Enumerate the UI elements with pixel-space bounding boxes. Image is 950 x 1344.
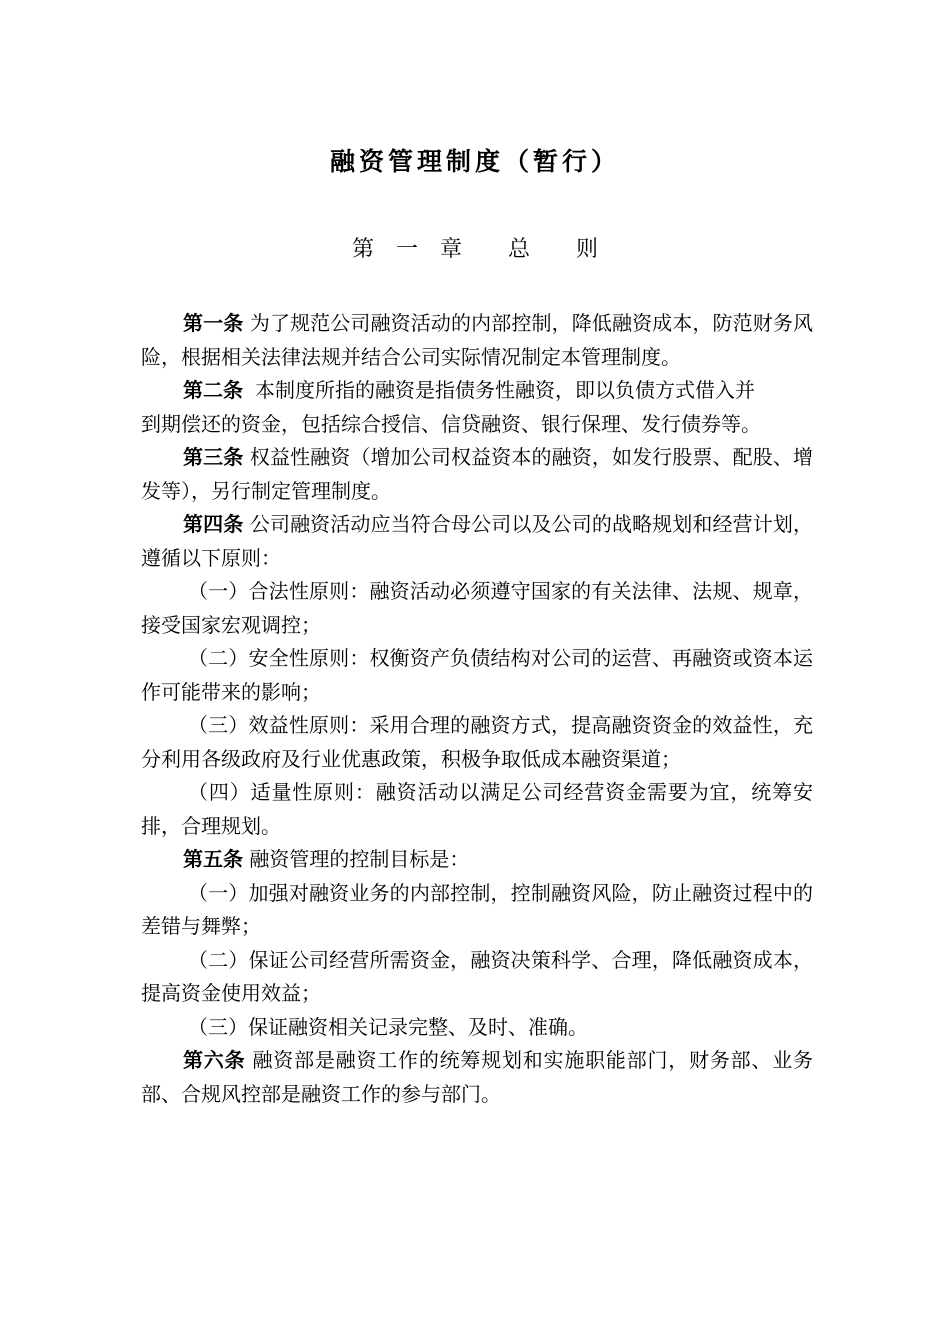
chapter-char: 总 <box>508 237 531 262</box>
article-text: 融资管理的控制目标是： <box>243 847 470 871</box>
principle-1: （一）合法性原则：融资活动必须遵守国家的有关法律、法规、规章，接受国家宏观调控； <box>141 579 813 637</box>
article-label: 第六条 <box>183 1048 246 1072</box>
principle-4: （四）适量性原则：融资活动以满足公司经营资金需要为宜，统筹安排，合理规划。 <box>141 780 813 838</box>
chapter-char: 则 <box>576 237 599 262</box>
principle-2: （二）安全性原则：权衡资产负债结构对公司的运营、再融资或资本运作可能带来的影响； <box>141 646 813 704</box>
article-text: 本制度所指的融资是指债务性融资，即以负债方式借入并 <box>255 378 755 402</box>
objective-2: （二）保证公司经营所需资金，融资决策科学、合理，降低融资成本，提高资金使用效益； <box>141 947 813 1005</box>
article-text: 为了规范公司融资活动的内部控制，降低融资成本，防范财务风险，根据相关法律法规并结合公司实际情况制定本管理制度。 <box>141 311 814 369</box>
chapter-char: 第 <box>351 237 374 262</box>
article-1 <box>141 307 813 374</box>
article-4 <box>141 508 813 575</box>
article-3 <box>141 441 813 508</box>
principle-3: （三）效益性原则：采用合理的融资方式，提高融资资金的效益性，充分利用各级政府及行业优惠政策，积极争取低成本融资渠道； <box>141 713 813 771</box>
article-label: 第五条 <box>183 847 243 871</box>
article-6 <box>141 1044 813 1111</box>
objective-3: （三）保证融资相关记录完整、及时、准确。 <box>188 1014 588 1039</box>
article-5 <box>141 843 813 877</box>
article-2-continued: 到期偿还的资金，包括综合授信、信贷融资、银行保理、发行债券等。 <box>141 411 761 436</box>
article-label: 第二条 <box>183 378 243 402</box>
article-text: 权益性融资（增加公司权益资本的融资，如发行股票、配股、增发等），另行制定管理制度。 <box>141 445 814 503</box>
article-2 <box>141 374 813 408</box>
article-text: 公司融资活动应当符合母公司以及公司的战略规划和经营计划，遵循以下原则： <box>141 512 814 570</box>
document-body <box>141 307 813 1111</box>
article-text: 融资部是融资工作的统筹规划和实施职能部门，财务部、业务部、合规风控部是融资工作的参与部门。 <box>141 1048 814 1106</box>
chapter-heading <box>0 232 950 268</box>
article-label: 第三条 <box>183 445 244 469</box>
objective-1: （一）加强对融资业务的内部控制，控制融资风险，防止融资过程中的差错与舞弊； <box>141 880 813 938</box>
article-label: 第一条 <box>183 311 244 335</box>
chapter-char: 一 <box>395 237 418 262</box>
chapter-char: 章 <box>439 237 462 262</box>
article-label: 第四条 <box>183 512 244 536</box>
document-title: 融资管理制度（暂行） <box>329 147 620 176</box>
